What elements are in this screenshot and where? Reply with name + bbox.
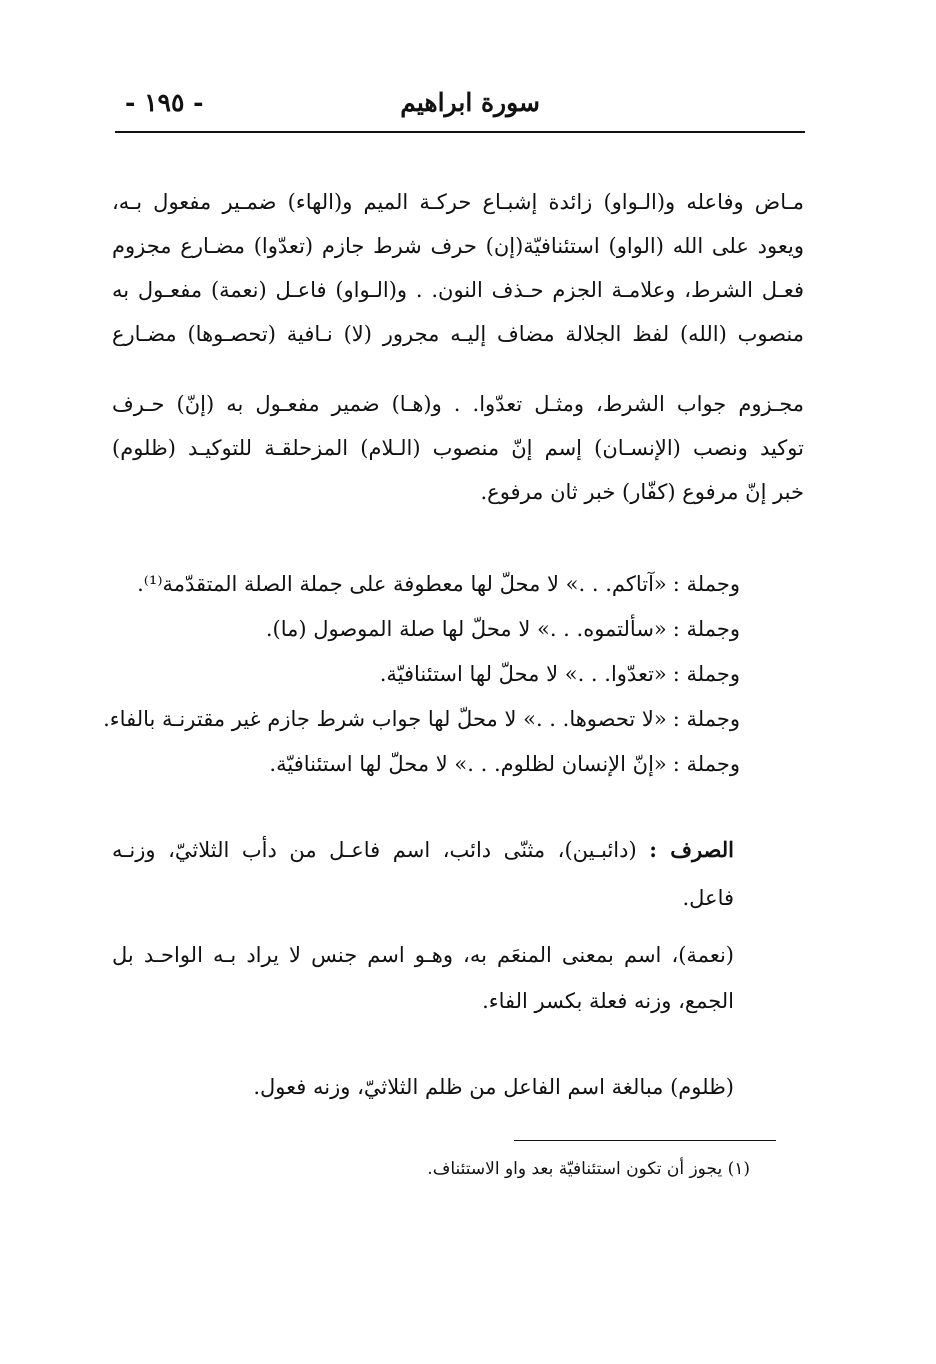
text-line: منصوب (الله) لفظ الجلالة مضاف إليـه مجرور (لا) نـافية (تحصـوها) مضـارع bbox=[112, 322, 804, 346]
sentence-text: «تعدّوا. . .» لا محلّ لها استئنافيّة. bbox=[379, 662, 667, 686]
text-line: مـاض وفاعله و(الـواو) زائدة إشبـاع حركـة الميم و(الهاء) ضمـير مفعول بـه، bbox=[112, 190, 804, 214]
sentence-label: وجملة : bbox=[672, 662, 740, 686]
sentence-label: وجملة : bbox=[672, 707, 740, 731]
text-line: الجمع، وزنه فعلة بكسر الفاء. bbox=[482, 989, 734, 1013]
sentence-text: «إنّ الإنسان لظلوم. . .» لا محلّ لها استئنافيّة. bbox=[269, 752, 667, 776]
page-number: - ١٩٥ - bbox=[125, 88, 204, 117]
page-header bbox=[115, 88, 805, 130]
text-line: مجـزوم جواب الشرط، ومثـل تعدّوا. . و(هـا) ضمير مفعـول به (إنّ) حـرف bbox=[112, 392, 804, 416]
header-divider bbox=[115, 131, 805, 133]
grammar-paragraph-1 bbox=[112, 180, 804, 356]
sentence-item bbox=[103, 697, 740, 742]
text-line: توكيد ونصب (الإنسـان) إسم إنّ منصوب (الـلام) المزحلقـة للتوكيـد (ظلوم) bbox=[112, 436, 804, 460]
morphology-line: فاعل. bbox=[682, 886, 734, 910]
sentence-item bbox=[112, 652, 740, 697]
sentence-item bbox=[112, 562, 740, 607]
morphology-section bbox=[112, 826, 734, 922]
sentence-label: وجملة : bbox=[672, 572, 740, 596]
morphology-heading: الصرف : bbox=[649, 837, 734, 862]
morphology-paragraph-nima bbox=[112, 932, 734, 1024]
morphology-text: (دائبـين)، مثنّى دائب، اسم فاعـل من دأب الثلاثيّ، وزنـه bbox=[112, 838, 637, 862]
sentence-item bbox=[112, 607, 740, 652]
sentence-text: «لا تحصوها. . .» لا محلّ لها جواب شرط جازم غير مقترنـة بالفاء. bbox=[103, 707, 667, 731]
sentence-label: وجملة : bbox=[672, 752, 740, 776]
sentence-text: «آتاكم. . .» لا محلّ لها معطوفة على جملة الصلة المتقدّمة⁽¹⁾. bbox=[137, 572, 667, 596]
text-line: (نعمة)، اسم بمعنى المنعَم به، وهـو اسم جنس لا يراد بـه الواحـد بل bbox=[112, 943, 734, 967]
morphology-line bbox=[112, 826, 734, 874]
sentence-item bbox=[112, 742, 740, 787]
sentence-list bbox=[103, 562, 740, 787]
grammar-paragraph-2 bbox=[112, 382, 804, 514]
text-line: خبر إنّ مرفوع (كفّار) خبر ثان مرفوع. bbox=[480, 480, 804, 504]
text-line: ويعود على الله (الواو) استئنافيّة(إن) حرف شرط جازم (تعدّوا) مضـارع مجزوم bbox=[112, 234, 804, 258]
footnote: (١) يجوز أن تكون استئنافيّة بعد واو الاستئناف. bbox=[427, 1159, 750, 1179]
footnote-divider bbox=[514, 1140, 776, 1141]
morphology-paragraph-zalum: (ظلوم) مبالغة اسم الفاعل من ظلم الثلاثيّ، وزنه فعول. bbox=[253, 1075, 734, 1099]
surah-title: سورة ابراهيم bbox=[400, 88, 540, 117]
sentence-text: «سألتموه. . .» لا محلّ لها صلة الموصول (ما). bbox=[265, 617, 667, 641]
sentence-label: وجملة : bbox=[672, 617, 740, 641]
text-line: فعـل الشرط، وعلامـة الجزم حـذف النون. . و(الـواو) فاعـل (نعمة) مفعـول به bbox=[112, 278, 804, 302]
